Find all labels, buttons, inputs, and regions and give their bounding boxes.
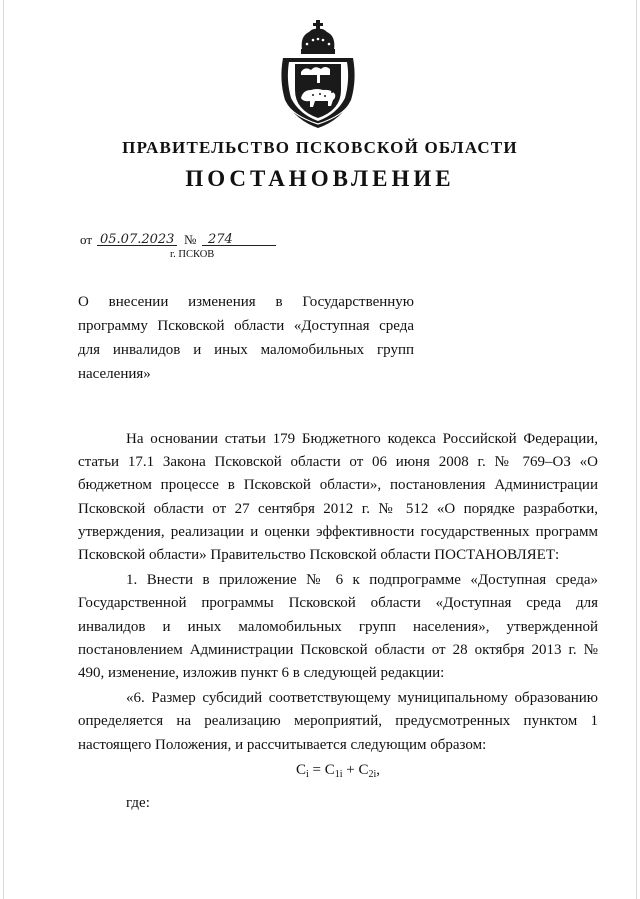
formula-equals: = xyxy=(308,761,325,778)
formula-term-2: C xyxy=(358,761,369,778)
document-type-title: ПОСТАНОВЛЕНИЕ xyxy=(185,166,455,191)
formula-term-2-sub: 2i xyxy=(368,768,377,780)
paragraph-basis: На основании статьи 179 Бюджетного кодекса Российской Федерации, статьи 17.1 Закона Псковской области от 06 июня 2008 г. № 769–ОЗ «О бюджетном процессе в Псковской области», постановления Администрации Псковской области от 27 сентября 2012 г. № 512 «О порядке разработки, утверждения, реализации и оценки эффективности государственных программ Псковской области» Правительство Псковской области ПОСТАНОВЛЯЕТ: xyxy=(78,431,598,564)
document-subject: О внесении изменения в Государственную программу Псковской области «Доступная среда для инвалидов и иных маломобильных групп населения» xyxy=(78,294,414,382)
formula-plus: + xyxy=(342,761,359,778)
date-value: 05.07.2023 xyxy=(100,232,175,247)
formula-end: , xyxy=(376,761,381,778)
number-prefix: № xyxy=(184,232,197,247)
document-requisites xyxy=(80,232,330,272)
formula-lhs: C xyxy=(295,761,306,778)
organization-title: ПРАВИТЕЛЬСТВО ПСКОВСКОЙ ОБЛАСТИ xyxy=(122,138,518,157)
number-value: 274 xyxy=(208,232,233,247)
coat-of-arms-icon xyxy=(273,20,363,130)
scan-edge-left xyxy=(3,0,4,899)
where-label: где: xyxy=(126,795,150,812)
formula-term-1-sub: 1i xyxy=(334,768,343,780)
formula-lhs-sub: i xyxy=(305,768,309,780)
scan-edge-right xyxy=(636,0,637,899)
formula-term-1: C xyxy=(324,761,335,778)
paragraph-item-6: «6. Размер субсидий соответствующему муниципальному образованию определяется на реализацию мероприятий, предусмотренных пунктом 1 настоящего Положения, и рассчитывается следующим образом: xyxy=(78,690,598,753)
date-prefix: от xyxy=(80,232,93,247)
city-label: г. ПСКОВ xyxy=(170,249,215,260)
document-body xyxy=(78,428,598,815)
subsidy-formula xyxy=(78,759,598,782)
paragraph-item-1: 1. Внести в приложение № 6 к подпрограмме «Доступная среда» Государственной программы Псковской области «Доступная среда для инвалидов и иных маломобильных групп населения», утвержденной постановлением Администрации Псковской области от 28 октября 2013 г. № 490, изменение, изложив пункт 6 в следующей редакции: xyxy=(78,572,598,682)
